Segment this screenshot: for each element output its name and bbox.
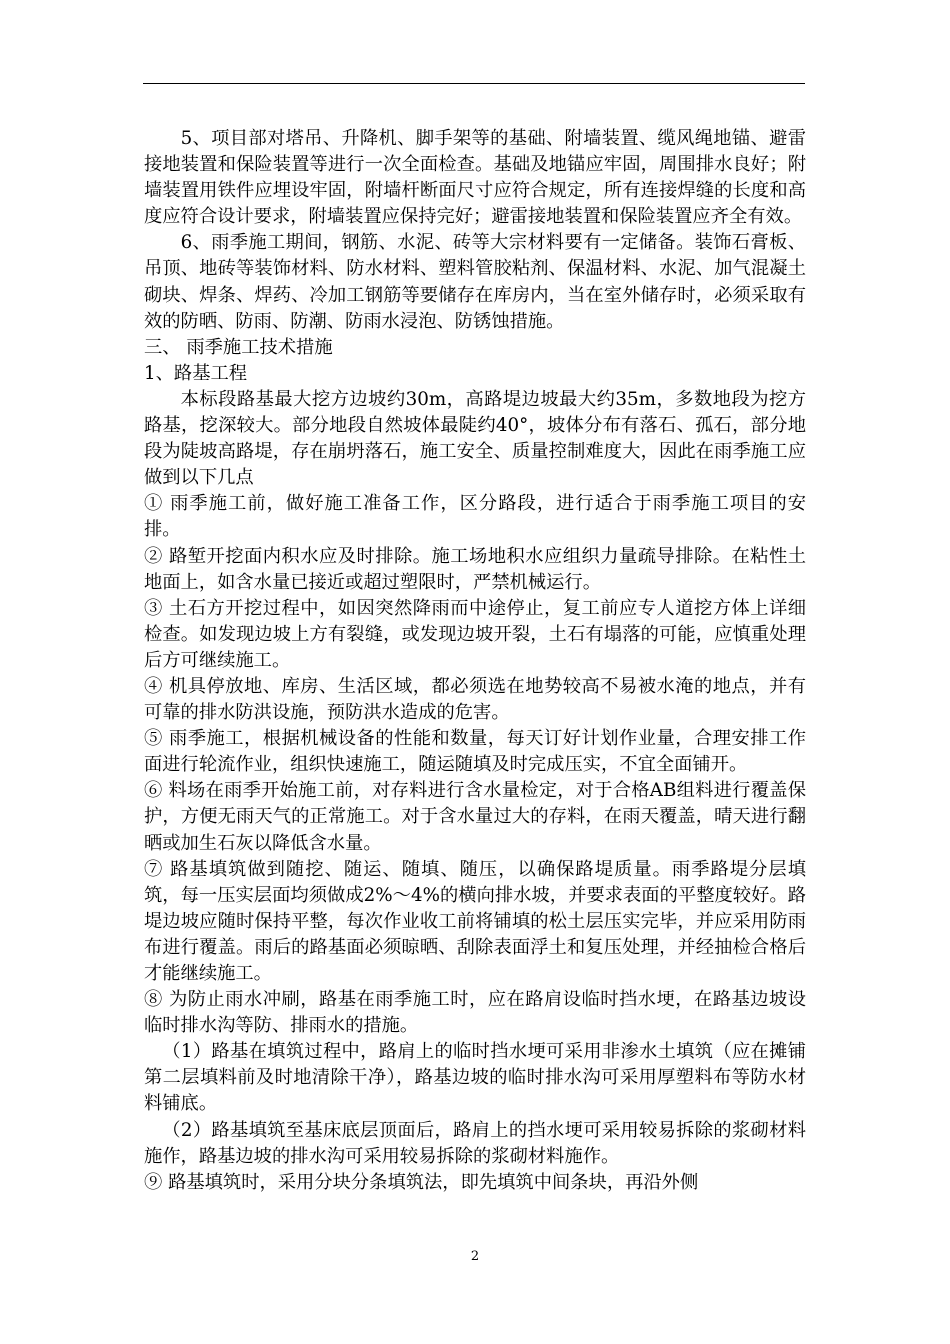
- page-number: 2: [470, 1249, 480, 1264]
- list-item-1: ① 雨季施工前，做好施工准备工作，区分路段，进行适合于雨季施工项目的安排。: [144, 493, 806, 541]
- document-body: [144, 126, 806, 1196]
- list-item-3: ③ 土石方开挖过程中，如因突然降雨而中途停止，复工前应专人道挖方体上详细检查。如发现边坡上方有裂缝，或发现边坡开裂，土石有塌落的可能，应慎重处理后方可继续施工。: [144, 597, 806, 671]
- list-item-9: ⑨ 路基填筑时，采用分块分条填筑法，即先填筑中间条块，再沿外侧: [144, 1171, 699, 1193]
- sub-item-2: （2）路基填筑至基床底层顶面后，路肩上的挡水埂可采用较易拆除的浆砌材料施作，路基边坡的排水沟可采用较易拆除的浆砌材料施作。: [144, 1119, 806, 1167]
- paragraph-5: 5、项目部对塔吊、升降机、脚手架等的基础、附墙装置、缆风绳地锚、避雷接地装置和保险装置等进行一次全面检查。基础及地锚应牢固，周围排水良好；附墙装置用铁件应埋设牢固，附墙杆断面尺寸应符合规定，所有连接焊缝的长度和高度应符合设计要求，附墙装置应保持完好；避雷接地装置和保险装置应齐全有效。: [144, 128, 806, 228]
- sub-item-1: （1）路基在填筑过程中，路肩上的临时挡水埂可采用非渗水土填筑（应在摊铺第二层填料前及时地清除干净），路基边坡的临时排水沟可采用厚塑料布等防水材料铺底。: [144, 1041, 806, 1115]
- list-item-4: ④ 机具停放地、库房、生活区域，都必须选在地势较高不易被水淹的地点，并有可靠的排水防洪设施，预防洪水造成的危害。: [144, 675, 806, 724]
- subsection-heading-1: 1、路基工程: [144, 362, 248, 384]
- list-item-7: ⑦ 路基填筑做到随挖、随运、随填、随压，以确保路堤质量。雨季路堤分层填筑，每一压实层面均须做成2%～4%的横向排水坡，并要求表面的平整度较好。路堤边坡应随时保持平整，每次作业收工前将铺填的松土层压实完毕，并应采用防雨布进行覆盖。雨后的路基面必须晾晒、刮除表面浮土和复压处理，并经抽检合格后才能继续施工。: [144, 858, 806, 984]
- paragraph-intro: 本标段路基最大挖方边坡约30m，高路堤边坡最大约35m，多数地段为挖方路基，挖深较大。部分地段自然坡体最陡约40°，坡体分布有落石、孤石，部分地段为陡坡高路堤，存在崩坍落石，施工安全、质量控制难度大，因此在雨季施工应做到以下几点: [144, 388, 806, 489]
- list-item-5: ⑤ 雨季施工，根据机械设备的性能和数量，每天订好计划作业量，合理安排工作面进行轮流作业，组织快速施工，随运随填及时完成压实，不宜全面铺开。: [144, 728, 806, 776]
- paragraph-6: 6、雨季施工期间，钢筋、水泥、砖等大宗材料要有一定储备。装饰石膏板、吊顶、地砖等装饰材料、防水材料、塑料管胶粘剂、保温材料、水泥、加气混凝土砌块、焊条、焊药、冷加工钢筋等要储存在库房内，当在室外储存时，必须采取有效的防晒、防雨、防潮、防雨水浸泡、防锈蚀措施。: [144, 232, 806, 332]
- section-heading-3: 三、 雨季施工技术措施: [144, 336, 333, 358]
- list-item-2: ② 路堑开挖面内积水应及时排除。施工场地积水应组织力量疏导排除。在粘性土地面上，如含水量已接近或超过塑限时，严禁机械运行。: [144, 545, 806, 593]
- header-rule: [143, 83, 805, 84]
- list-item-8: ⑧ 为防止雨水冲刷，路基在雨季施工时，应在路肩设临时挡水埂，在路基边坡设临时排水沟等防、排雨水的措施。: [144, 989, 806, 1037]
- list-item-6: ⑥ 料场在雨季开始施工前，对存料进行含水量检定，对于合格AB组料进行覆盖保护，方便无雨天气的正常施工。对于含水量过大的存料，在雨天覆盖，晴天进行翻晒或加生石灰以降低含水量。: [144, 780, 806, 854]
